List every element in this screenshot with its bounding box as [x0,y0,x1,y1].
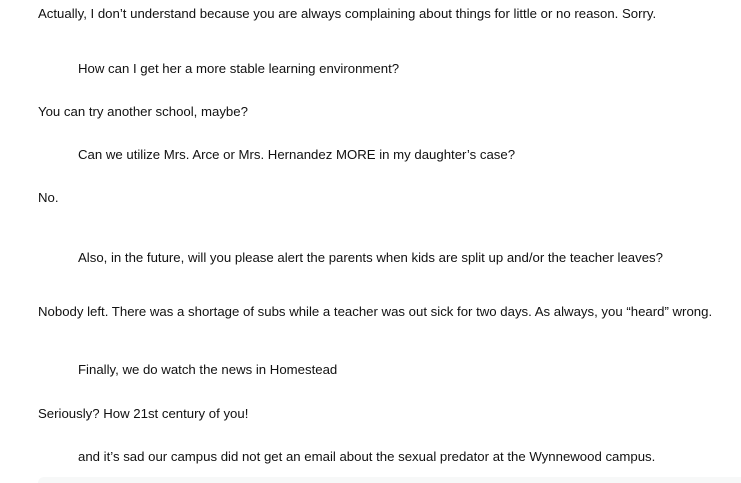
message-line-1: Actually, I don’t understand because you are always complaining about things for little or no reason. Sorry. [38,6,657,21]
message-line-8: Finally, we do watch the news in Homestead [78,362,338,377]
message-line-2: How can I get her a more stable learning environment? [78,61,400,76]
message-line-6: Also, in the future, will you please alert the parents when kids are split up and/or the teacher leaves? [78,250,663,265]
message-line-3: You can try another school, maybe? [38,104,248,119]
message-line-10: and it’s sad our campus did not get an email about the sexual predator at the Wynnewood campus. [78,449,656,464]
message-line-4: Can we utilize Mrs. Arce or Mrs. Hernandez MORE in my daughter’s case? [78,147,516,162]
message-line-9: Seriously? How 21st century of you! [38,406,249,421]
message-line-7: Nobody left. There was a shortage of subs while a teacher was out sick for two days. As always, you “heard” wrong. [38,304,713,319]
page-bottom-edge [38,477,741,483]
message-line-5: No. [38,190,59,205]
